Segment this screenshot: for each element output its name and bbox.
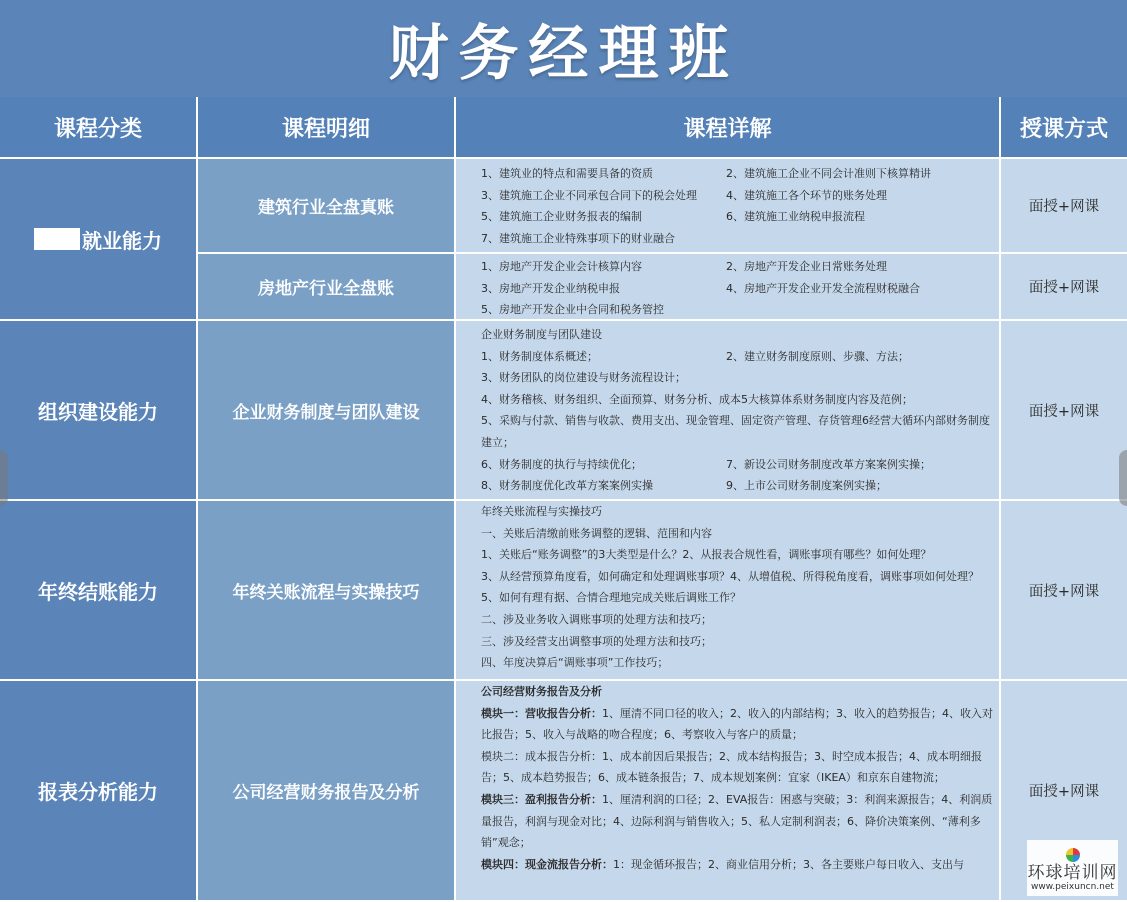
course-item-label: 建筑行业全盘真账 (258, 198, 394, 218)
detail-text: 5、房地产开发企业中合同和税务管控 (481, 303, 664, 317)
teaching-method-label: 面授+网课 (1028, 199, 1100, 215)
detail-line (481, 206, 993, 228)
detail-text: 4、财务稽核、财务组织、全面预算、财务分析、成本5大核算体系财务制度内容及范例； (481, 392, 913, 406)
detail-item: 2、建立财务制度原则、步骤、方法； (726, 349, 909, 363)
scroll-left-handle[interactable] (0, 450, 8, 506)
detail-line (481, 681, 993, 703)
teaching-method-cell (1001, 159, 1127, 254)
course-detail-cell (456, 159, 1001, 254)
detail-line (481, 256, 993, 278)
course-item-cell (198, 681, 456, 902)
detail-text: 模块二：成本报告分析：1、成本前因后果报告；2、成本结构报告；3、时空成本报告；4、成本明细报告；5、成本趋势报告；6、成本链条报告；7、成本规划案例：宜家（IKEA）和京东自建物流； (481, 749, 982, 785)
watermark-logo (1027, 840, 1118, 896)
detail-line (481, 228, 993, 250)
detail-line (481, 324, 993, 346)
detail-text: 三、涉及经营支出调整事项的处理方法和技巧； (481, 634, 712, 648)
detail-item: 6、财务制度的执行与持续优化； (481, 457, 642, 471)
teaching-method-cell (1001, 254, 1127, 321)
detail-text: 四、年度决算后“调账事项”工作技巧； (481, 656, 669, 670)
detail-line (481, 454, 993, 476)
detail-line (481, 631, 993, 653)
course-detail-cell (456, 254, 1001, 321)
teaching-method-label: 面授+网课 (1028, 583, 1100, 600)
detail-line (481, 544, 993, 566)
globe-icon (1066, 848, 1080, 862)
detail-item: 4、房地产开发企业开发全流程财税融合 (726, 281, 920, 295)
course-item-cell (198, 501, 456, 681)
detail-text: 5、采购与付款、销售与收款、费用支出、现金管理、固定资产管理、存货管理6经营大循环内部财务制度建立； (481, 414, 990, 449)
detail-text: 1：现金循环报告；2、商业信用分析；3、各主要账户每日收入、支出与 (613, 857, 964, 871)
watermark-url: www.peixuncn.net (1031, 882, 1114, 892)
detail-lead: 模块三：盈利报告分析： (481, 792, 602, 806)
detail-item: 2、建筑施工企业不同会计准则下核算精讲 (726, 167, 931, 180)
column-header-label: 课程分类 (53, 116, 142, 142)
category-label: 就业能力 (82, 228, 162, 253)
redacted-block (34, 228, 80, 250)
detail-line (481, 163, 993, 185)
detail-item: 1、财务制度体系概述； (481, 349, 598, 363)
category-label: 年终结账能力 (38, 579, 158, 604)
title-bar (0, 0, 1127, 99)
detail-item: 7、新设公司财务制度改革方案案例实操； (726, 457, 931, 471)
page-title: 财务经理班 (388, 18, 739, 89)
header-category (0, 97, 198, 159)
category-cell (0, 681, 198, 902)
detail-item: 3、建筑施工企业不同承包合同下的税会处理 (481, 188, 697, 202)
detail-line (481, 475, 993, 497)
detail-line (481, 746, 993, 789)
detail-item: 3、房地产开发企业纳税申报 (481, 281, 620, 295)
detail-line (481, 854, 993, 876)
header-course-detail (456, 97, 1001, 159)
detail-text: 1、厘清不同口径的收入；2、收入的内部结构；3、收入的趋势报告；4、收入对比报告；5、收入与战略的吻合程度；6、考察收入与客户的质量； (481, 706, 993, 742)
detail-line (481, 278, 993, 300)
column-header-label: 授课方式 (1019, 116, 1108, 142)
category-label: 组织建设能力 (38, 399, 158, 424)
course-item-cell (198, 321, 456, 501)
detail-line (481, 523, 993, 545)
detail-text: 企业财务制度与团队建设 (481, 328, 602, 341)
detail-lead: 模块一：营收报告分析： (481, 706, 602, 720)
header-teaching-method (1001, 97, 1127, 159)
teaching-method-cell (1001, 501, 1127, 681)
detail-text: 1、厘清利润的口径；2、EVA报告：困惑与突破；3：利润来源报告；4、利润质量报告，利润与现金对比；4、边际利润与销售收入；5、私人定制利润表；6、降价决策案例、“薄利多销”观念； (481, 792, 993, 850)
teaching-method-label: 面授+网课 (1028, 784, 1100, 800)
detail-item: 1、建筑业的特点和需要具备的资质 (481, 167, 653, 180)
detail-item: 2、房地产开发企业日常账务处理 (726, 260, 887, 273)
category-cell (0, 159, 198, 321)
detail-lead: 模块四：现金流报告分析： (481, 857, 613, 871)
course-item-label: 房地产行业全盘账 (258, 279, 394, 299)
header-course-item (198, 97, 456, 159)
course-item-label: 年终关账流程与实操技巧 (232, 582, 420, 603)
detail-line (481, 789, 993, 854)
detail-text: 3、从经营预算角度看，如何确定和处理调账事项？4、从增值税、所得税角度看，调账事项如何处理？5、如何有理有据、合情合理地完成关账后调账工作？ (481, 569, 979, 605)
column-header-label: 课程详解 (683, 116, 772, 142)
detail-line (481, 389, 993, 411)
detail-text: 7、建筑施工企业特殊事项下的财业融合 (481, 231, 675, 245)
course-item-label: 企业财务制度与团队建设 (232, 402, 420, 423)
detail-line (481, 367, 993, 389)
detail-line (481, 185, 993, 207)
detail-line (481, 566, 993, 609)
course-detail-cell (456, 321, 1001, 501)
detail-line (481, 299, 993, 321)
course-item-label: 公司经营财务报告及分析 (232, 783, 420, 803)
detail-item: 5、建筑施工企业财务报表的编制 (481, 210, 642, 224)
category-cell (0, 501, 198, 681)
teaching-method-label: 面授+网课 (1028, 280, 1100, 296)
course-item-cell (198, 159, 456, 254)
teaching-method-cell (1001, 321, 1127, 501)
detail-line (481, 410, 993, 453)
column-header-label: 课程明细 (281, 116, 370, 142)
category-cell (0, 321, 198, 501)
detail-line (481, 346, 993, 368)
scroll-right-handle[interactable] (1119, 450, 1127, 506)
detail-item: 8、财务制度优化改革方案案例实操 (481, 479, 653, 493)
detail-item: 9、上市公司财务制度案例实操； (726, 479, 887, 493)
detail-line (481, 609, 993, 631)
detail-item: 4、建筑施工各个环节的账务处理 (726, 188, 887, 202)
category-label: 报表分析能力 (38, 780, 158, 804)
course-detail-cell (456, 681, 1001, 902)
course-detail-cell (456, 501, 1001, 681)
detail-text: 二、涉及业务收入调账事项的处理方法和技巧； (481, 612, 712, 626)
detail-text: 公司经营财务报告及分析 (481, 685, 602, 698)
detail-text: 3、财务团队的岗位建设与财务流程设计； (481, 371, 686, 385)
detail-line (481, 501, 993, 523)
teaching-method-label: 面授+网课 (1028, 403, 1100, 420)
detail-text: 一、关账后清缴前账务调整的逻辑、范围和内容 (481, 526, 712, 540)
watermark-name: 环球培训网 (1027, 863, 1118, 883)
detail-text: 1、关账后“账务调整”的3大类型是什么？2、从报表合规性看，调账事项有哪些？如何处理？ (481, 548, 932, 562)
detail-text: 年终关账流程与实操技巧 (481, 505, 602, 518)
detail-item: 6、建筑施工业纳税申报流程 (726, 210, 865, 224)
detail-line (481, 652, 993, 674)
course-item-cell (198, 254, 456, 321)
detail-line (481, 703, 993, 746)
detail-item: 1、房地产开发企业会计核算内容 (481, 260, 642, 273)
